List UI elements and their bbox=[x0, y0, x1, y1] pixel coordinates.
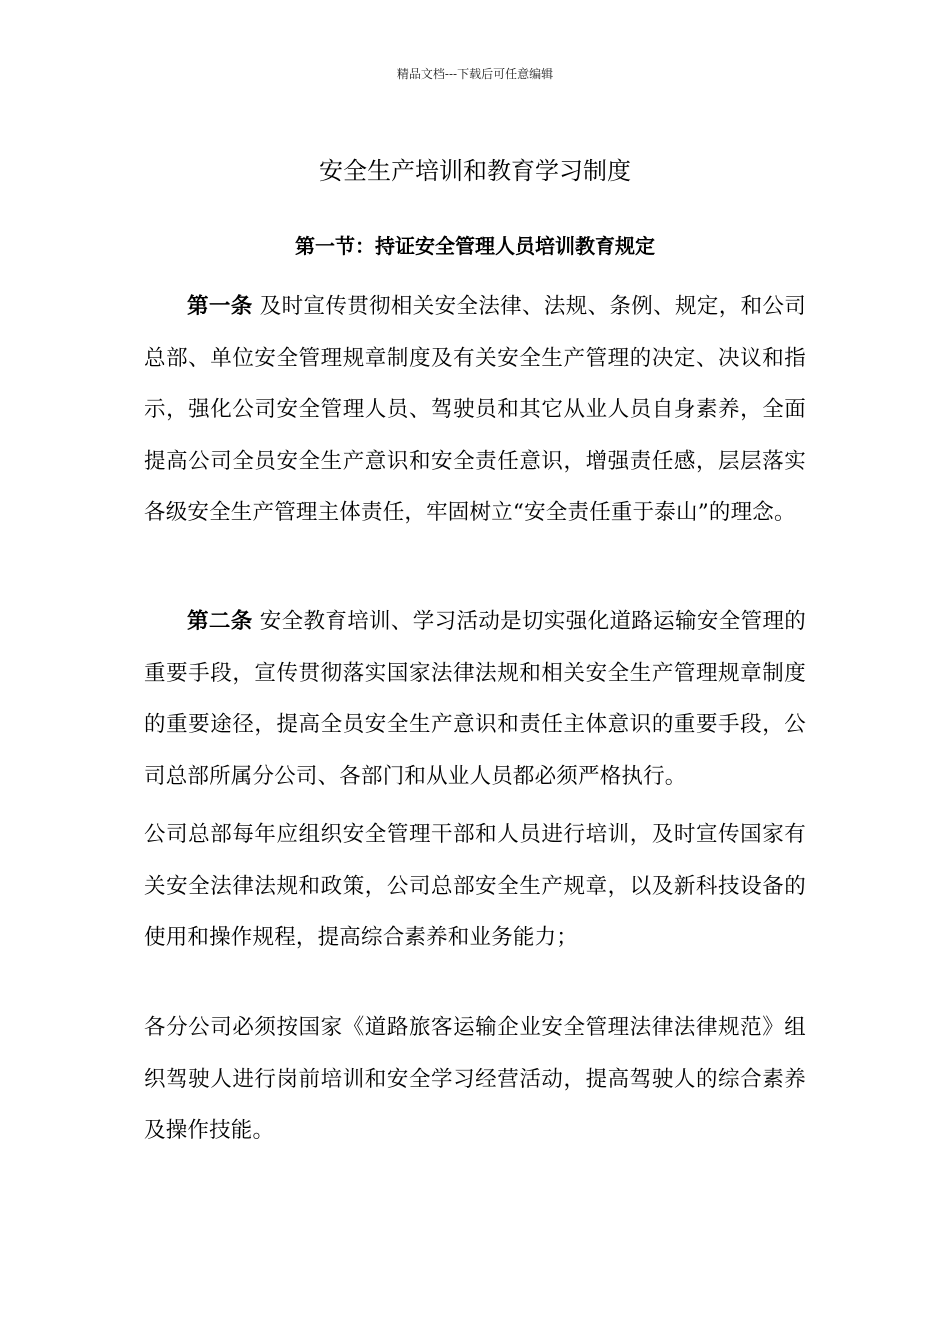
document-title: 安全生产培训和教育学习制度 bbox=[319, 157, 631, 185]
article-1-text: 及时宣传贯彻相关安全法律、法规、条例、规定，和公司总部、单位安全管理规章制度及有关安全生产管理的决定、决议和指示，强化公司安全管理人员、驾驶员和其它从业人员自身素养，全面提高公司全员安全生产意识和安全责任意识，增强责任感，层层落实各级安全生产管理主体责任，牢固树立“安全责任重于泰山”的理念。 bbox=[144, 294, 806, 525]
article-2-label: 第二条 bbox=[187, 609, 253, 634]
article-2-paragraph bbox=[144, 596, 806, 802]
page-header-note: 精品文档---下载后可任意编辑 bbox=[396, 67, 554, 81]
paragraph-branch-training: 各分公司必须按国家《道路旅客运输企业安全管理法律法律规范》组织驾驶人进行岗前培训和安全学习经营活动，提高驾驶人的综合素养及操作技能。 bbox=[144, 1015, 806, 1143]
article-2-text: 安全教育培训、学习活动是切实强化道路运输安全管理的重要手段，宣传贯彻落实国家法律法规和相关安全生产管理规章制度的重要途径，提高全员安全生产意识和责任主体意识的重要手段，公司总部所属分公司、各部门和从业人员都必须严格执行。 bbox=[144, 609, 806, 789]
article-1-label: 第一条 bbox=[187, 294, 253, 319]
article-1-paragraph bbox=[144, 281, 806, 539]
section-title: 第一节：持证安全管理人员培训教育规定 bbox=[295, 234, 655, 258]
paragraph-annual-training: 公司总部每年应组织安全管理干部和人员进行培训，及时宣传国家有关安全法律法规和政策，公司总部安全生产规章，以及新科技设备的使用和操作规程，提高综合素养和业务能力； bbox=[144, 822, 806, 950]
